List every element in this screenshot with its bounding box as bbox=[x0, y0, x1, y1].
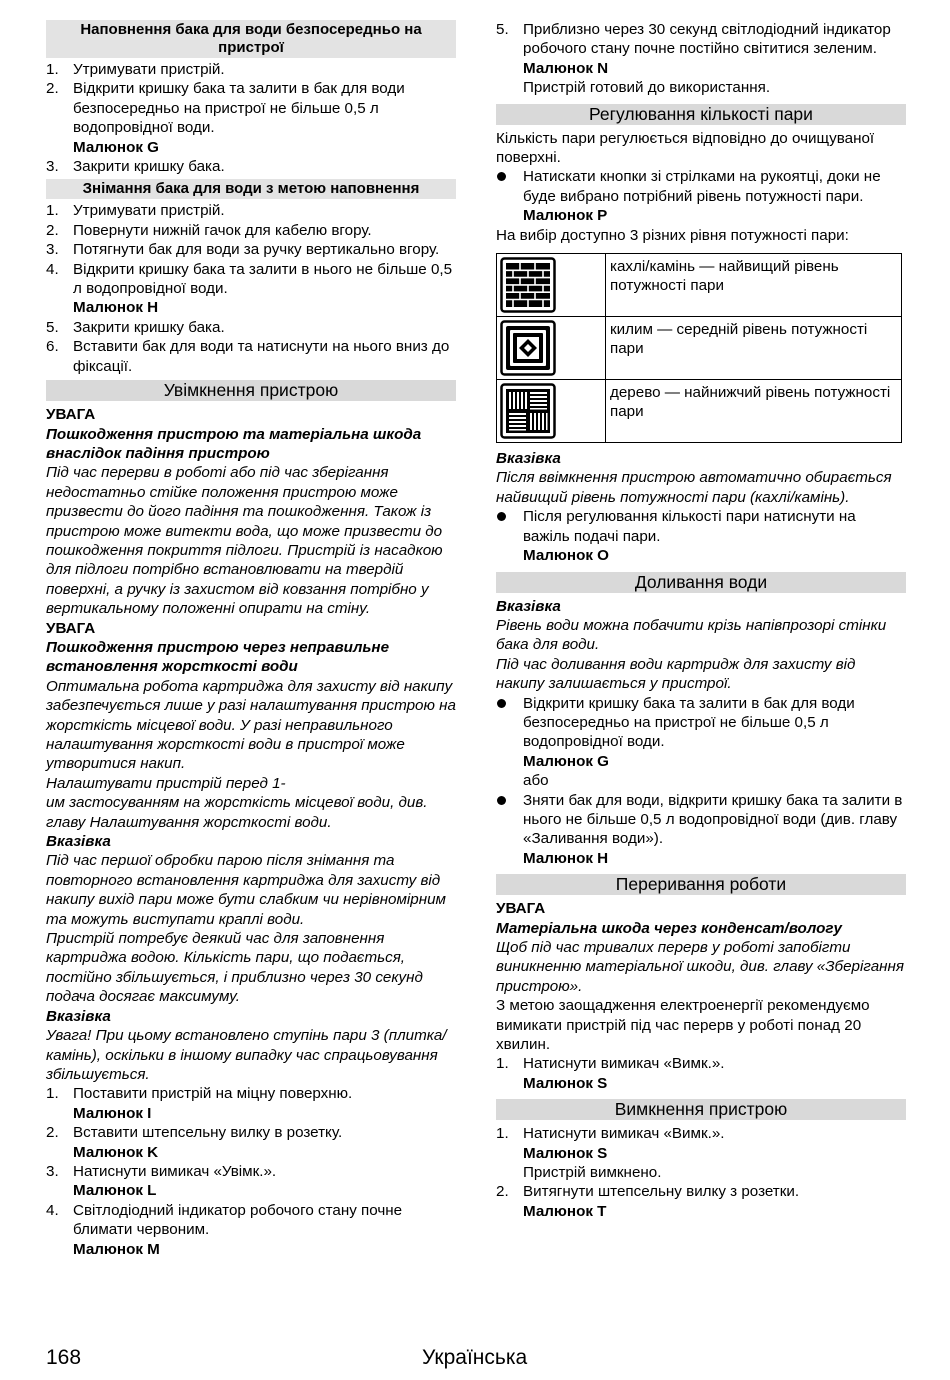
step-number: 5. bbox=[496, 21, 509, 38]
note-text: Під час першої обробки парою після знімання та повторного встановлення картриджа для захисту від накипу вихід пари може бути слабким чи нерівномірним та можуть виступати краплі води. bbox=[46, 852, 446, 928]
step-text: Відкрити кришку бака та залити в нього не більше 0,5 л водопровідної води. bbox=[73, 260, 453, 298]
figure-reference: Малюнок L bbox=[73, 1182, 157, 1200]
step-text: Світлодіодний індикатор робочого стану почне блимати червоним. bbox=[73, 1201, 403, 1239]
figure-reference: Малюнок M bbox=[73, 1240, 160, 1258]
list-item bbox=[46, 260, 456, 318]
figure-reference: Малюнок G bbox=[523, 752, 609, 770]
note-label: Вказівка bbox=[46, 833, 111, 851]
step-number: 3. bbox=[46, 158, 59, 176]
table-cell-icon bbox=[497, 380, 606, 443]
switch-on-steps-continued bbox=[496, 20, 906, 98]
list-item bbox=[496, 167, 906, 225]
bullet-text: Відкрити кришку бака та залити в бак для води безпосередньо на пристрої не більше 0,5 л водопровідної води. bbox=[523, 694, 855, 751]
step-result: Пристрій вимкнено. bbox=[523, 1164, 662, 1182]
step-number: 1. bbox=[496, 1125, 509, 1143]
section-steam-adjust-title: Регулювання кількості пари bbox=[496, 104, 906, 125]
bullet-text: Після регулювання кількості пари натиснути на важіль подачі пари. bbox=[523, 508, 856, 545]
step-number: 2. bbox=[496, 1183, 509, 1201]
step-number: 3. bbox=[46, 241, 59, 259]
figure-reference: Малюнок S bbox=[523, 1144, 608, 1162]
list-item bbox=[496, 791, 906, 869]
note-text: Під час доливання води картридж для захисту від накипу залишається у пристрої. bbox=[496, 655, 856, 693]
bullet-dot bbox=[497, 172, 506, 181]
step-number: 4. bbox=[46, 1201, 59, 1219]
list-item bbox=[496, 1182, 906, 1221]
section-refill-title: Доливання води bbox=[496, 572, 906, 593]
figure-reference: Малюнок O bbox=[523, 547, 609, 565]
step-number: 1. bbox=[46, 61, 59, 78]
list-item bbox=[46, 1201, 456, 1259]
footer-language: Українська bbox=[422, 1346, 528, 1369]
list-item bbox=[46, 337, 456, 376]
list-item bbox=[46, 318, 456, 337]
carpet-icon bbox=[500, 320, 556, 376]
step-text: Відкрити кришку бака та залити в бак для води безпосередньо на пристрої не більше 0,5 л водопровідної води. bbox=[73, 80, 405, 137]
step-text: Закрити кришку бака. bbox=[73, 158, 225, 176]
steam-adjust-bullets-2 bbox=[496, 507, 906, 565]
list-item bbox=[46, 79, 456, 157]
note-text: Рівень води можна побачити крізь напівпрозорі стінки бака для води. bbox=[496, 616, 887, 654]
note-text: Пристрій потребує деякий час для заповнення картриджа водою. Кількість пари, що подається, постійно збільшується, і приблизно через 30 секунд подача досягає максимуму. bbox=[46, 930, 423, 1006]
step-text: Вставити бак для води та натиснути на нього вниз до фіксації. bbox=[73, 338, 450, 375]
step-text: Натиснути вимикач «Вимк.». bbox=[523, 1055, 725, 1073]
bullet-text: Натискати кнопки зі стрілками на рукоятці, доки не буде вибрано потрібний рівень потужності пари. bbox=[523, 168, 881, 205]
paragraph: З метою заощадження електроенергії рекомендуємо вимикати пристрій під час перерв у роботі понад 20 хвилин. bbox=[496, 997, 870, 1054]
figure-reference: Малюнок I bbox=[73, 1104, 152, 1122]
warning-title: Пошкодження пристрою та матеріальна шкода внаслідок падіння пристрою bbox=[46, 425, 422, 462]
warning-title: Матеріальна шкода через конденсат/вологу bbox=[496, 919, 842, 937]
fill-on-device-steps bbox=[46, 60, 456, 176]
list-item bbox=[496, 507, 906, 565]
step-number: 1. bbox=[46, 1085, 59, 1103]
table-row bbox=[497, 254, 902, 317]
step-number: 1. bbox=[496, 1055, 509, 1073]
list-item bbox=[46, 60, 456, 79]
note-label: Вказівка bbox=[496, 450, 561, 468]
note-label: Вказівка bbox=[496, 597, 561, 615]
table-row bbox=[497, 380, 902, 443]
switch-off-steps bbox=[496, 1124, 906, 1221]
section-remove-tank-title: Знімання бака для води з метою наповнення bbox=[46, 179, 456, 199]
remove-tank-steps bbox=[46, 201, 456, 376]
step-text: Потягнути бак для води за ручку вертикально вгору. bbox=[73, 241, 440, 259]
warning-text: Оптимальна робота картриджа для захисту від накипу забезпечується лише у разі налаштування пристрою на жорсткість місцевої води. У разі неправильного налаштування жорсткості води в пристрої може утворитися накип. bbox=[46, 677, 456, 773]
step-number: 3. bbox=[46, 1162, 59, 1180]
paragraph: На вибір доступно 3 різних рівня потужності пари: bbox=[496, 226, 849, 244]
figure-reference: Малюнок S bbox=[523, 1074, 608, 1092]
figure-reference: Малюнок G bbox=[73, 138, 159, 156]
warning-text: Щоб під час тривалих перерв у роботі запобігти виникненню матеріальної шкоди, див. главу «Зберігання пристрою». bbox=[496, 939, 904, 995]
note-text: Увага! При цьому встановлено ступінь пари 3 (плитка/камінь), оскільки в іншому випадку час спрацьовування збільшується. bbox=[46, 1027, 447, 1083]
interrupt-steps bbox=[496, 1054, 906, 1093]
step-number: 1. bbox=[46, 202, 59, 220]
step-text: Приблизно через 30 секунд світлодіодний індикатор робочого стану почне постійно світитися зеленим. bbox=[523, 21, 891, 58]
right-column bbox=[496, 20, 906, 1221]
steam-adjust-bullets bbox=[496, 167, 906, 225]
alternative-separator: або bbox=[523, 772, 549, 790]
section-switch-on-title: Увімкнення пристрою bbox=[46, 380, 456, 401]
step-text: Утримувати пристрій. bbox=[73, 61, 225, 78]
warning-title: Пошкодження пристрою через неправильне встановлення жорсткості води bbox=[46, 638, 390, 676]
step-result: Пристрій готовий до використання. bbox=[523, 79, 771, 97]
warning-label: УВАГА bbox=[496, 900, 546, 918]
warning-text-line: им застосуванням на жорсткість місцевої води, див. главу Налаштування жорсткості води. bbox=[46, 794, 428, 831]
list-item bbox=[496, 694, 906, 791]
section-fill-tank-on-device-title: Наповнення бака для води безпосередньо на пристрої bbox=[46, 20, 456, 58]
step-text: Повернути нижній гачок для кабелю вгору. bbox=[73, 221, 372, 239]
list-item bbox=[496, 20, 906, 98]
switch-on-steps bbox=[46, 1084, 456, 1259]
refill-bullets bbox=[496, 694, 906, 869]
section-interrupt-title: Переривання роботи bbox=[496, 874, 906, 895]
page-number: 168 bbox=[46, 1346, 82, 1369]
warning-label: УВАГА bbox=[46, 619, 96, 637]
list-item bbox=[46, 1123, 456, 1162]
left-column bbox=[46, 20, 456, 1259]
figure-reference: Малюнок H bbox=[523, 849, 609, 867]
figure-reference: Малюнок T bbox=[523, 1202, 607, 1220]
table-cell-text: кахлі/камінь — найвищий рівень потужності пари bbox=[606, 254, 902, 317]
steam-levels-table bbox=[496, 253, 902, 443]
list-item bbox=[46, 201, 456, 220]
bullet-text: Зняти бак для води, відкрити кришку бака та залити в нього не більше 0,5 л водопровідної води (див. главу «Заливання води»). bbox=[523, 791, 903, 848]
table-cell-text: килим — середній рівень потужності пари bbox=[606, 317, 902, 380]
list-item bbox=[496, 1124, 906, 1182]
step-number: 2. bbox=[46, 221, 59, 239]
list-item bbox=[46, 221, 456, 240]
table-cell-icon bbox=[497, 254, 606, 317]
note-text: Після ввімкнення пристрою автоматично обирається найвищий рівень потужності пари (кахлі/камінь). bbox=[496, 469, 892, 506]
step-number: 5. bbox=[46, 318, 59, 336]
paragraph: Кількість пари регулюється відповідно до очищуваної поверхні. bbox=[496, 129, 875, 167]
table-cell-text: дерево — найнижчий рівень потужності пари bbox=[606, 380, 902, 443]
list-item bbox=[46, 1162, 456, 1201]
warning-text bbox=[46, 774, 456, 832]
warning-label: УВАГА bbox=[46, 406, 96, 424]
step-text: Закрити кришку бака. bbox=[73, 318, 225, 336]
figure-reference: Малюнок K bbox=[73, 1143, 159, 1161]
figure-reference: Малюнок N bbox=[523, 59, 609, 77]
note-label: Вказівка bbox=[46, 1007, 111, 1025]
section-switch-off-title: Вимкнення пристрою bbox=[496, 1099, 906, 1120]
list-item bbox=[496, 1054, 906, 1093]
step-number: 2. bbox=[46, 80, 59, 98]
step-text: Утримувати пристрій. bbox=[73, 202, 225, 220]
step-text: Натиснути вимикач «Вимк.». bbox=[523, 1125, 725, 1143]
step-text: Вставити штепсельну вилку в розетку. bbox=[73, 1124, 343, 1142]
list-item bbox=[46, 1084, 456, 1123]
warning-text: Під час перерви в роботі або під час зберігання недостатньо стійке положення пристрою може призвести до його падіння та пошкодження. Також із пристрою може витекти вода, що може призвести до пошкодження покриття підлоги. Пристрій із насадкою для підлоги потрібно встановлювати на твердій поверхні, а ручку із захистом від ковзання потрібно у вертикальному положенні опирати на стіну. bbox=[46, 464, 443, 618]
wood-floor-icon bbox=[500, 383, 556, 439]
warning-text-line: Налаштувати пристрій перед 1- bbox=[46, 774, 286, 792]
bullet-dot bbox=[497, 699, 506, 708]
table-row bbox=[497, 317, 902, 380]
table-cell-icon bbox=[497, 317, 606, 380]
list-item bbox=[46, 240, 456, 259]
tile-brick-icon bbox=[500, 257, 556, 313]
step-text: Витягнути штепсельну вилку з розетки. bbox=[523, 1183, 800, 1201]
step-text: Натиснути вимикач «Увімк.». bbox=[73, 1162, 277, 1180]
list-item bbox=[46, 157, 456, 176]
figure-reference: Малюнок P bbox=[523, 207, 608, 225]
bullet-dot bbox=[497, 796, 506, 805]
step-number: 6. bbox=[46, 338, 59, 356]
step-text: Поставити пристрій на міцну поверхню. bbox=[73, 1085, 353, 1103]
bullet-dot bbox=[497, 512, 506, 521]
step-number: 4. bbox=[46, 260, 59, 278]
step-number: 2. bbox=[46, 1124, 59, 1142]
figure-reference: Малюнок H bbox=[73, 299, 159, 317]
